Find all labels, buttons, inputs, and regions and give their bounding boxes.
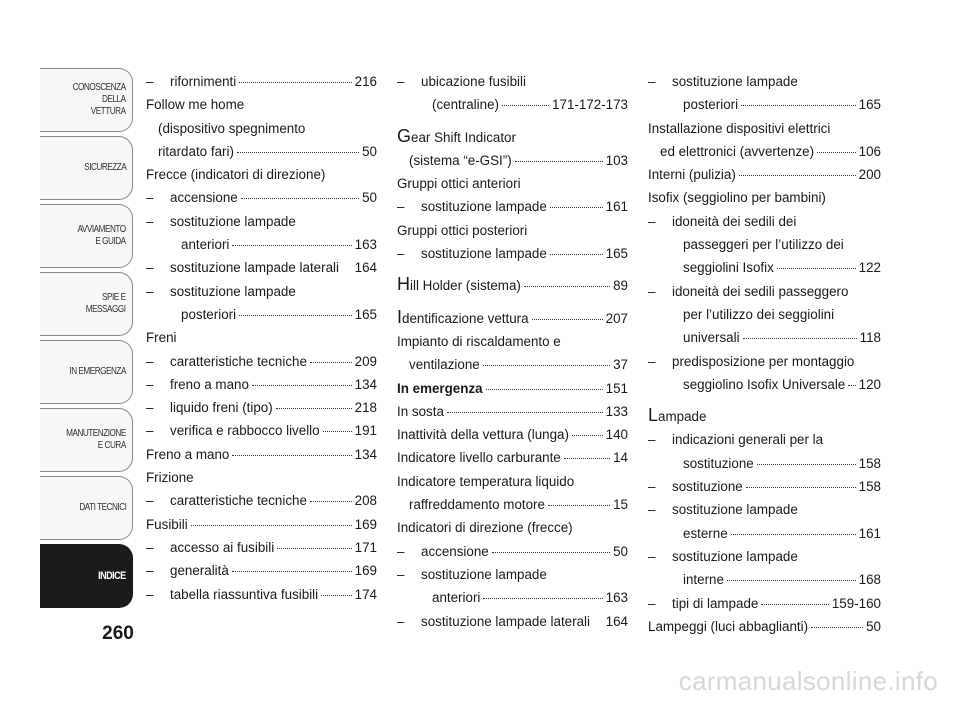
tab-indice[interactable] — [40, 544, 133, 608]
index-entry — [146, 466, 377, 489]
page-ref[interactable]: 169 — [354, 516, 377, 532]
index-entry — [397, 516, 628, 539]
dot-leader — [237, 152, 359, 153]
entry-text: sostituzione lampade — [421, 566, 547, 582]
entry-text: sostituzione — [672, 479, 743, 495]
entry-text: Frizione — [146, 470, 194, 486]
entry-dash: – — [146, 74, 154, 89]
page-ref[interactable]: 151 — [605, 380, 628, 396]
tab-in-emergenza[interactable] — [40, 340, 133, 404]
entry-dash: – — [146, 539, 154, 555]
page-ref[interactable]: 164 — [354, 260, 377, 276]
entry-text: indicazioni generali per la — [672, 432, 824, 448]
page-ref[interactable]: 165 — [858, 97, 881, 113]
page-ref[interactable]: 103 — [605, 152, 628, 168]
dot-leader — [241, 198, 359, 199]
index-subentry — [397, 242, 628, 265]
index-subentry — [146, 70, 377, 93]
dot-leader — [524, 286, 610, 287]
entry-text: sostituzione lampade — [672, 74, 798, 89]
dot-leader — [811, 627, 863, 628]
index-subentry — [146, 583, 377, 606]
page-ref[interactable]: 134 — [354, 446, 377, 462]
tab-label: AVVIAMENTO E GUIDA — [77, 224, 126, 247]
index-subentry — [146, 489, 377, 512]
entry-text: Isofix (seggiolino per bambini) — [648, 190, 826, 206]
entry-dash: – — [146, 376, 154, 392]
index-entry — [146, 443, 377, 466]
dot-leader — [447, 412, 603, 413]
entry-text: sostituzione — [683, 455, 754, 471]
index-entry — [146, 513, 377, 536]
entry-text: liquido freni (tipo) — [170, 400, 273, 416]
entry-text: sostituzione lampade — [170, 283, 296, 299]
dot-leader — [277, 548, 351, 549]
dot-leader — [761, 604, 828, 605]
index-entry — [146, 93, 377, 163]
page-ref[interactable]: 207 — [605, 310, 628, 326]
section-initial: H — [397, 274, 410, 295]
entry-text: posteriori — [181, 306, 237, 322]
entry-dash: – — [146, 586, 154, 602]
page-ref[interactable]: 191 — [354, 423, 377, 439]
entry-text: sostituzione lampade laterali — [170, 260, 339, 276]
dot-leader — [310, 501, 352, 502]
entry-dash: – — [397, 74, 405, 89]
entry-text: tabella riassuntiva fusibili — [170, 586, 319, 602]
index-entry — [397, 273, 628, 297]
entry-dash: – — [648, 548, 656, 564]
entry-dash: – — [648, 353, 656, 369]
index-entry — [397, 125, 628, 173]
tab-label: IN EMERGENZA — [69, 366, 126, 377]
entry-text: In sosta — [397, 403, 444, 419]
entry-text: ritardato fari) — [158, 143, 234, 159]
entry-text: ubicazione fusibili — [421, 74, 526, 89]
dot-leader — [777, 268, 856, 269]
page-ref[interactable]: 164 — [605, 613, 628, 629]
index-entry — [397, 470, 628, 517]
index-subentry — [648, 210, 881, 280]
entry-text: sostituzione lampade — [421, 246, 547, 262]
index-entry — [648, 117, 881, 164]
entry-dash: – — [146, 423, 154, 439]
dot-leader — [232, 245, 351, 246]
index-entry — [397, 400, 628, 423]
index-subentry — [397, 610, 628, 633]
entry-text: Indicatore temperatura liquido — [397, 473, 575, 489]
section-initial: I — [397, 306, 403, 327]
index-subentry — [397, 70, 628, 117]
entry-text: sostituzione lampade — [421, 199, 547, 215]
dot-leader — [848, 385, 855, 386]
index-entry — [146, 163, 377, 186]
dot-leader — [743, 338, 857, 339]
dot-leader — [492, 552, 610, 553]
entry-dash: – — [397, 246, 405, 262]
page-ref[interactable]: 14 — [613, 450, 628, 466]
entry-text: Freno a mano — [146, 446, 230, 462]
dot-leader — [817, 152, 856, 153]
entry-text: ventilazione — [409, 357, 480, 373]
entry-text: Gruppi ottici anteriori — [397, 176, 521, 192]
page-ref[interactable]: 89 — [613, 278, 628, 294]
dot-leader — [548, 505, 610, 506]
dot-leader — [486, 389, 603, 390]
entry-text: esterne — [683, 525, 728, 541]
dot-leader — [232, 571, 352, 572]
entry-text: Frecce (indicatori di direzione) — [146, 167, 326, 183]
page-ref[interactable]: 50 — [362, 190, 377, 206]
tab-manutenzione-e-cura[interactable] — [40, 408, 133, 472]
entry-text: sostituzione lampade laterali — [421, 613, 590, 629]
entry-dash: – — [146, 493, 154, 509]
entry-text: idoneità dei sedili passeggero — [672, 283, 849, 299]
tab-conoscenza-della-vettura[interactable] — [40, 68, 133, 132]
index-entry — [397, 446, 628, 469]
dot-leader — [727, 580, 856, 581]
index-subentry — [648, 70, 881, 117]
page-ref[interactable]: 140 — [605, 427, 628, 443]
entry-text: passeggeri per l’utilizzo dei — [683, 237, 844, 253]
index-subentry — [397, 563, 628, 610]
page-ref[interactable]: 165 — [354, 306, 377, 322]
entry-dash: – — [397, 199, 405, 215]
entry-dash: – — [648, 432, 656, 448]
entry-text: Indicatore livello carburante — [397, 450, 561, 466]
index-entry — [648, 186, 881, 209]
page-ref[interactable]: 171-172-173 — [552, 97, 628, 113]
chapter-tabs — [40, 68, 133, 612]
index-entry — [648, 404, 881, 428]
entry-text: predisposizione per montaggio — [672, 353, 855, 369]
entry-text: Impianto di riscaldamento e — [397, 333, 561, 349]
dot-leader — [741, 105, 856, 106]
entry-text: seggiolini Isofix — [683, 260, 774, 276]
index-subentry — [397, 195, 628, 218]
index-entry — [397, 306, 628, 330]
index-subentry — [648, 350, 881, 397]
dot-leader — [321, 595, 352, 596]
dot-leader — [731, 534, 856, 535]
entry-text: Follow me home — [146, 97, 245, 113]
page-ref[interactable]: 50 — [362, 143, 377, 159]
entry-text: (sistema “e-GSI”) — [409, 152, 512, 168]
index-entry — [397, 377, 628, 400]
section-initial: L — [648, 405, 659, 426]
dot-leader — [550, 254, 603, 255]
index-entry — [146, 326, 377, 349]
page-ref[interactable]: 133 — [605, 403, 628, 419]
tab-spie-e-messaggi[interactable] — [40, 272, 133, 336]
entry-text: In emergenza — [397, 380, 483, 396]
dot-leader — [739, 175, 856, 176]
entry-text: Lampade — [648, 405, 707, 426]
entry-text: Lampeggi (luci abbaglianti) — [648, 618, 809, 634]
entry-dash: – — [648, 502, 656, 518]
dot-leader — [572, 435, 603, 436]
index-entry — [397, 172, 628, 195]
entry-text: Installazione dispositivi elettrici — [648, 120, 831, 136]
dot-leader — [239, 82, 351, 83]
page-ref[interactable]: 169 — [354, 563, 377, 579]
page-ref[interactable]: 168 — [858, 572, 881, 588]
entry-text: Freni — [146, 330, 177, 346]
entry-dash: – — [648, 283, 656, 299]
index-subentry — [146, 419, 377, 442]
page-ref[interactable]: 216 — [354, 74, 377, 89]
entry-text: per l’utilizzo dei seggiolini — [683, 306, 835, 322]
page-ref[interactable]: 106 — [858, 143, 881, 159]
entry-text: posteriori — [683, 97, 739, 113]
entry-dash: – — [146, 353, 154, 369]
entry-dash: – — [648, 595, 656, 611]
tab-avviamento-e-guida[interactable] — [40, 204, 133, 268]
entry-text: accesso ai fusibili — [170, 539, 275, 555]
dot-leader — [276, 408, 352, 409]
page-ref[interactable]: 163 — [354, 237, 377, 253]
page-ref[interactable]: 122 — [858, 260, 881, 276]
index-subentry — [146, 559, 377, 582]
dot-leader — [564, 458, 610, 459]
entry-text: idoneità dei sedili dei — [672, 213, 797, 229]
page-ref[interactable]: 15 — [613, 497, 628, 513]
index-column-1 — [146, 70, 377, 606]
index-subentry — [648, 280, 881, 350]
entry-text: generalità — [170, 563, 229, 579]
index-subentry — [648, 475, 881, 498]
watermark: carmanualsonline.info — [678, 666, 938, 696]
tab-label: INDICE — [98, 570, 126, 582]
entry-text: ed elettronici (avvertenze) — [660, 143, 815, 159]
entry-text: Hill Holder (sistema) — [397, 274, 521, 295]
tab-label: CONOSCENZA DELLA VETTURA — [73, 82, 126, 117]
entry-text: Gruppi ottici posteriori — [397, 222, 528, 238]
page-ref[interactable]: 163 — [605, 590, 628, 606]
dot-leader — [252, 385, 352, 386]
entry-dash: – — [397, 566, 405, 582]
tab-label: DATI TECNICI — [78, 502, 126, 513]
dot-leader — [310, 362, 352, 363]
tab-label: MANUTENZIONE E CURA — [66, 428, 126, 451]
entry-text: caratteristiche tecniche — [170, 493, 307, 509]
entry-dash: – — [648, 74, 656, 89]
dot-leader — [232, 455, 351, 456]
entry-text: sostituzione lampade — [672, 548, 798, 564]
dot-leader — [483, 598, 602, 599]
index-entry — [397, 330, 628, 377]
page-ref[interactable]: 50 — [866, 618, 881, 634]
entry-dash: – — [146, 283, 154, 299]
entry-text: raffreddamento motore — [409, 497, 545, 513]
entry-text: anteriori — [432, 590, 481, 606]
entry-dash: – — [146, 400, 154, 416]
index-subentry — [146, 256, 377, 279]
page-ref[interactable]: 50 — [613, 543, 628, 559]
page-ref[interactable]: 208 — [354, 493, 377, 509]
page-number: 260 — [102, 623, 134, 644]
index-entry — [648, 615, 881, 638]
page-ref[interactable]: 120 — [858, 376, 881, 392]
index-subentry — [146, 210, 377, 257]
page-ref[interactable]: 158 — [858, 455, 881, 471]
index-column-3 — [648, 70, 881, 638]
section-initial: G — [397, 125, 412, 146]
entry-text: anteriori — [181, 237, 230, 253]
page-ref[interactable]: 134 — [354, 376, 377, 392]
index-subentry — [648, 592, 881, 615]
entry-dash: – — [146, 213, 154, 229]
page-ref[interactable]: 161 — [605, 199, 628, 215]
index-subentry — [648, 498, 881, 545]
dot-leader — [191, 525, 352, 526]
page-ref[interactable]: 218 — [354, 400, 377, 416]
index-subentry — [648, 428, 881, 475]
dot-leader — [239, 315, 352, 316]
entry-text: (centraline) — [432, 97, 499, 113]
page-ref[interactable]: 161 — [858, 525, 881, 541]
entry-text: Identificazione vettura — [397, 306, 529, 327]
entry-text: (dispositivo spegnimento — [158, 120, 306, 136]
entry-dash: – — [397, 613, 405, 629]
index-entry — [397, 219, 628, 242]
entry-text: Indicatori di direzione (frecce) — [397, 520, 573, 536]
page-ref[interactable]: 37 — [613, 357, 628, 373]
page-ref[interactable]: 209 — [354, 353, 377, 369]
dot-leader — [502, 105, 549, 106]
entry-dash: – — [397, 543, 405, 559]
index-subentry — [146, 536, 377, 559]
page-ref[interactable]: 171 — [354, 539, 377, 555]
entry-text: Inattività della vettura (lunga) — [397, 427, 569, 443]
dot-leader — [550, 207, 603, 208]
tab-sicurezza[interactable] — [40, 136, 133, 200]
entry-dash: – — [648, 213, 656, 229]
entry-text: tipi di lampade — [672, 595, 759, 611]
page-ref[interactable]: 200 — [858, 167, 881, 183]
entry-text: Interni (pulizia) — [648, 167, 736, 183]
entry-text: seggiolino Isofix Universale — [683, 376, 846, 392]
page-ref[interactable]: 118 — [859, 330, 881, 346]
index-subentry — [397, 540, 628, 563]
dot-leader — [483, 365, 610, 366]
tab-label: SICUREZZA — [83, 162, 126, 173]
entry-text: sostituzione lampade — [672, 502, 798, 518]
page-ref[interactable]: 159-160 — [831, 595, 881, 611]
index-subentry — [146, 373, 377, 396]
entry-dash: – — [146, 190, 154, 206]
entry-text: sostituzione lampade — [170, 213, 296, 229]
index-subentry — [146, 280, 377, 327]
entry-text: accensione — [170, 190, 238, 206]
dot-leader — [757, 464, 856, 465]
dot-leader — [532, 319, 603, 320]
index-subentry — [146, 350, 377, 373]
index-subentry — [146, 396, 377, 419]
entry-text: accensione — [421, 543, 489, 559]
entry-text: verifica e rabbocco livello — [170, 423, 320, 439]
entry-dash: – — [146, 260, 154, 276]
page-ref[interactable]: 165 — [605, 246, 628, 262]
entry-text: rifornimenti — [170, 74, 237, 89]
tab-label: SPIE E MESSAGGI — [86, 292, 126, 315]
page-ref[interactable]: 158 — [858, 479, 881, 495]
index-entry — [397, 423, 628, 446]
index-column-2 — [397, 70, 628, 633]
entry-dash: – — [648, 479, 656, 495]
entry-text: freno a mano — [170, 376, 249, 392]
entry-text: Gear Shift Indicator — [397, 125, 516, 146]
page-ref[interactable]: 174 — [354, 586, 377, 602]
index-subentry — [146, 186, 377, 209]
entry-text: universali — [683, 330, 740, 346]
entry-text: caratteristiche tecniche — [170, 353, 307, 369]
dot-leader — [515, 161, 603, 162]
entry-text: Fusibili — [146, 516, 188, 532]
dot-leader — [746, 487, 856, 488]
index-entry — [648, 163, 881, 186]
entry-text: interne — [683, 572, 724, 588]
dot-leader — [323, 431, 352, 432]
entry-dash: – — [146, 563, 154, 579]
tab-dati-tecnici[interactable] — [40, 476, 133, 540]
index-subentry — [648, 545, 881, 592]
